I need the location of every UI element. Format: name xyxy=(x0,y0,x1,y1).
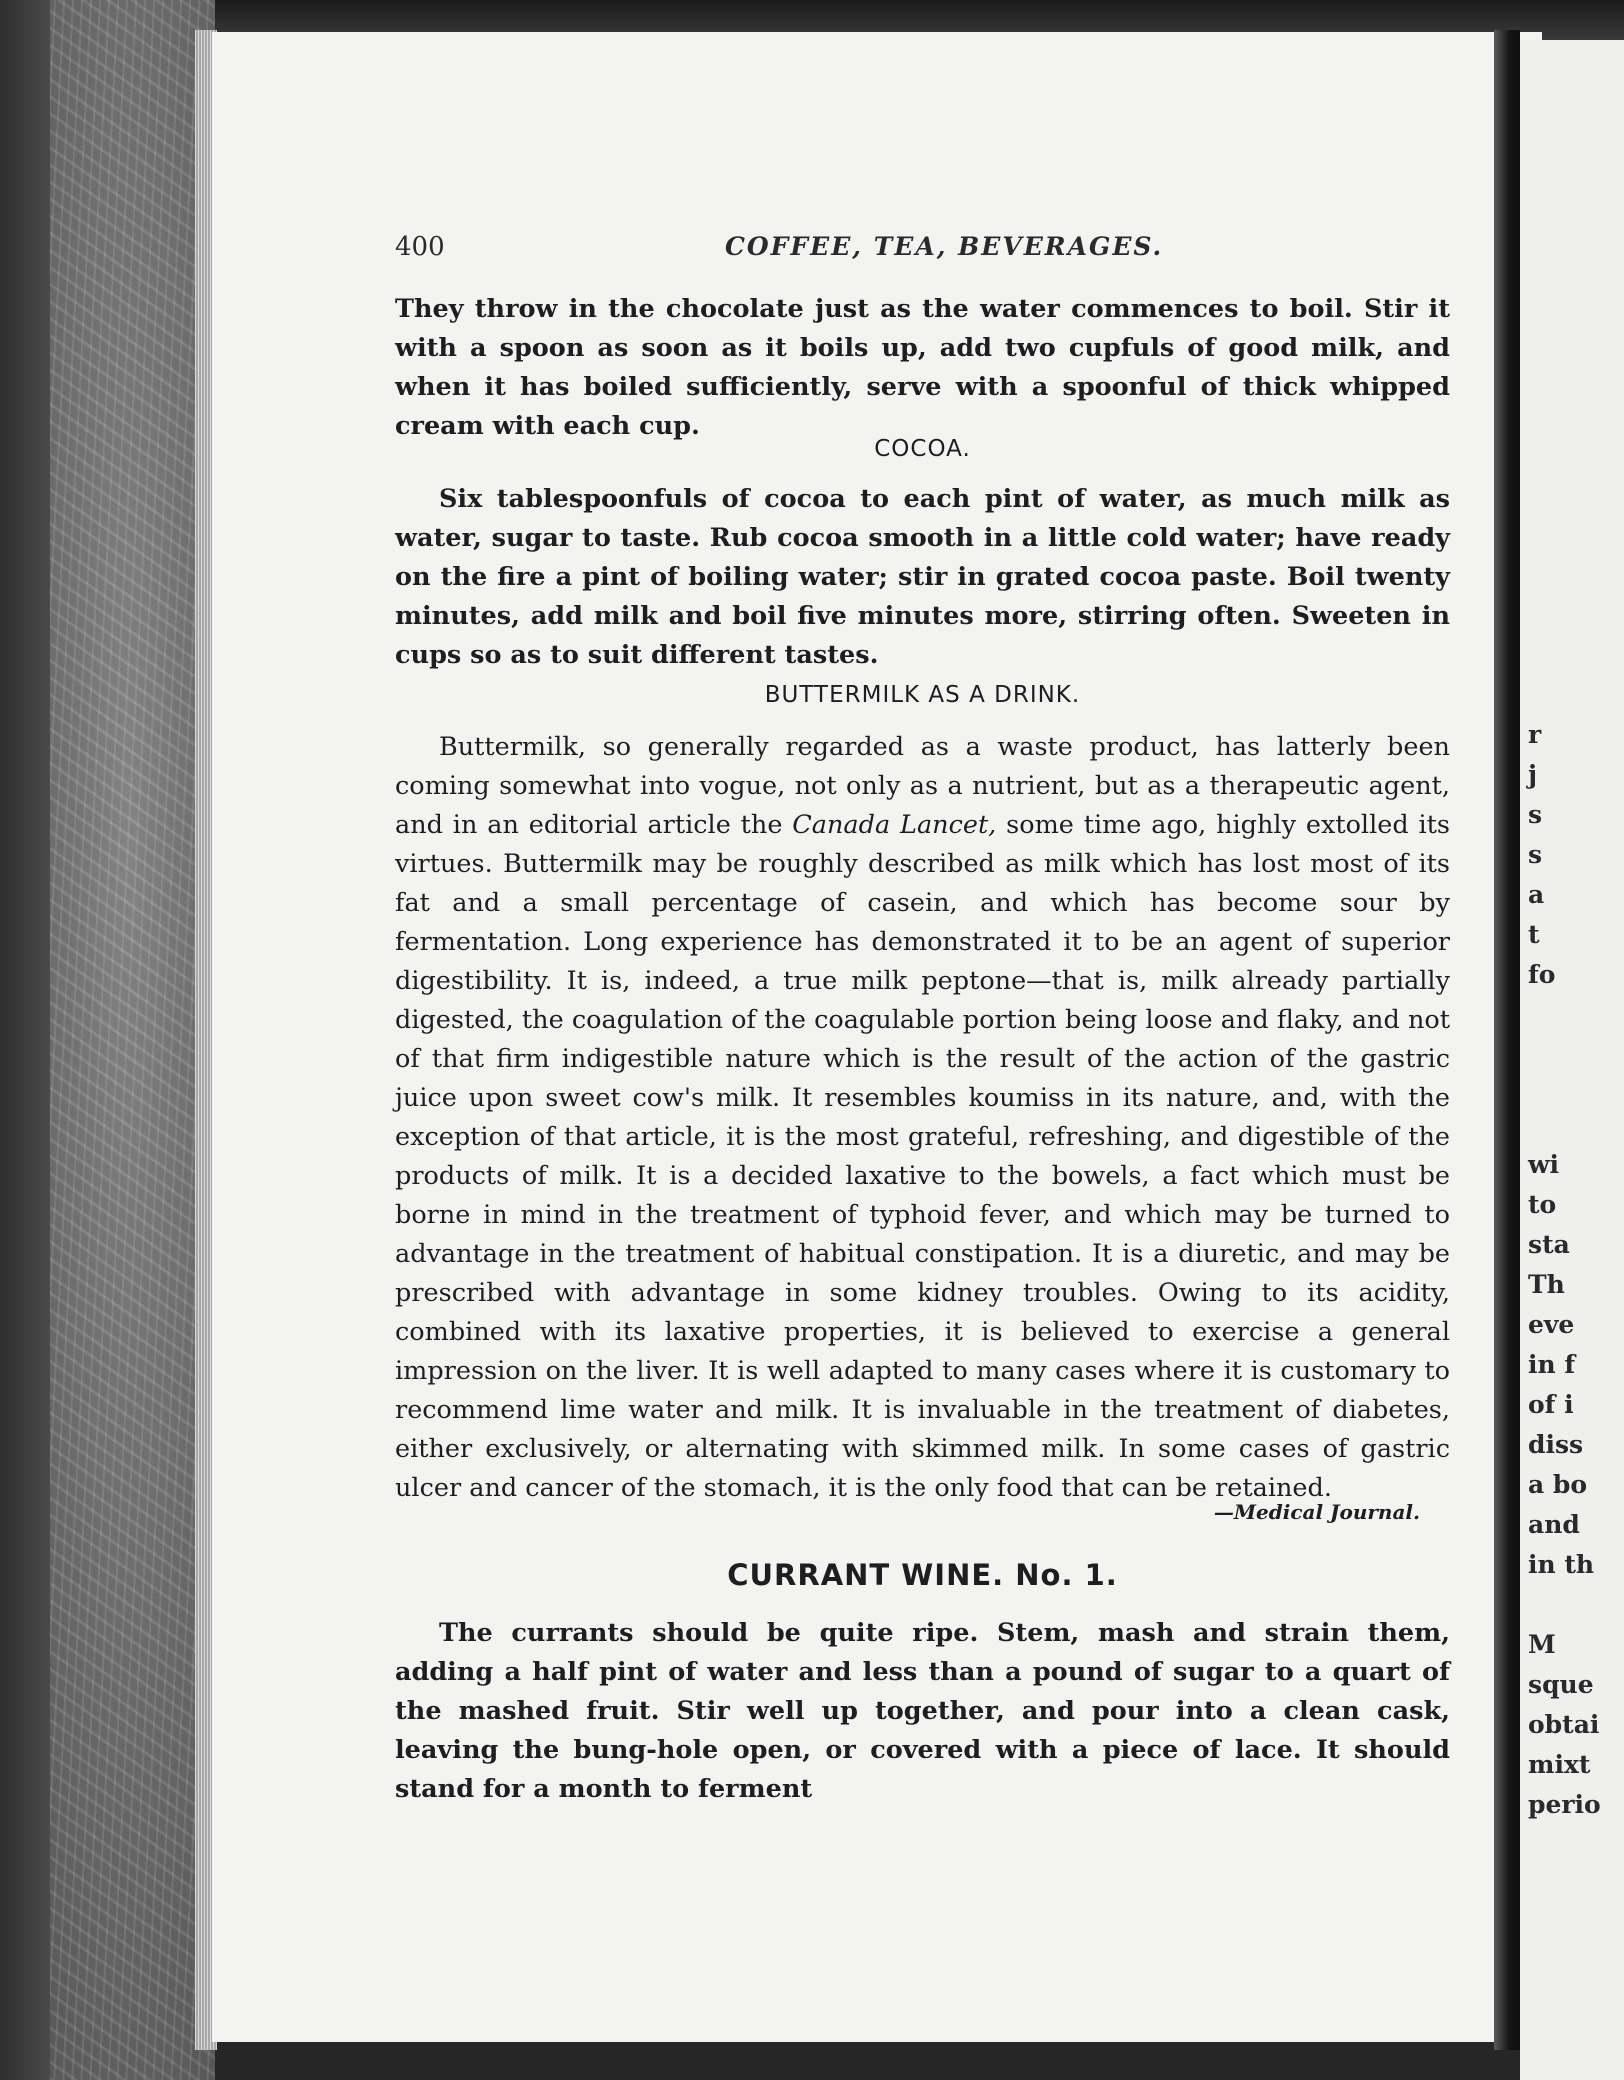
buttermilk-text-part: Buttermilk, so generally regarded as a waste product, has latterly been coming somewhat into vogue, not only as a nutrient, but as a therapeutic agent, and in an editorial article the xyxy=(395,732,1450,840)
journal-name: Canada Lancet, xyxy=(792,810,997,840)
next-page-text: eve xyxy=(1528,1310,1575,1339)
running-head xyxy=(395,232,1450,266)
book-gutter xyxy=(1494,30,1520,2050)
buttermilk-paragraph xyxy=(395,728,1450,1508)
next-page-text: in f xyxy=(1528,1350,1576,1379)
cocoa-paragraph-block xyxy=(395,480,1450,675)
next-page-text: to xyxy=(1528,1190,1557,1219)
next-page-text: Th xyxy=(1528,1270,1565,1299)
buttermilk-paragraph-block xyxy=(395,728,1450,1508)
intro-paragraph-block xyxy=(395,290,1450,446)
next-page-text: t xyxy=(1528,920,1540,949)
page-number: 400 xyxy=(395,232,445,262)
next-page-text: and xyxy=(1528,1510,1580,1539)
next-page-text: a bo xyxy=(1528,1470,1588,1499)
currant-wine-heading: CURRANT WINE. No. 1. xyxy=(727,1558,1118,1592)
next-page-text: s xyxy=(1528,840,1543,869)
book-spine-shadow xyxy=(0,0,50,2080)
currant-wine-paragraph: The currants should be quite ripe. Stem, mash and strain them, adding a half pint of water and less than a pound of sugar to a quart of the mashed fruit. Stir well up together, and pour into a clean cask, leaving the bung-hole open, or covered with a piece of lace. It should stand for a month to ferment xyxy=(395,1618,1450,1804)
next-page-text: fo xyxy=(1528,960,1556,989)
next-page-text: of i xyxy=(1528,1390,1574,1419)
next-page-text: obtai xyxy=(1528,1710,1600,1739)
next-page-text: M xyxy=(1528,1630,1556,1659)
buttermilk-text-part: some time ago, highly extolled its virtues. Buttermilk may be roughly described as milk which has lost most of its fat and a small percentage of casein, and which has become sour by fermentation. Long experience has demonstrated it to be an agent of superior digestibility. It is, indeed, a true milk peptone—that is, milk already partially digested, the coagulation of the coagulable portion being loose and flaky, and not of that firm indigestible nature which is the result of the action of the gastric juice upon sweet cow's milk. It resembles koumiss in its nature, and, with the exception of that article, it is the most grateful, refreshing, and digestible of the products of milk. It is a decided laxative to the bowels, a fact which must be borne in mind in the treatment of typhoid fever, and which may be turned to advantage in the treatment of habitual constipation. It is a diuretic, and may be prescribed with advantage in some kidney troubles. Owing to its acidity, combined with its laxative properties, it is believed to exercise a general impression on the liver. It is well adapted to many cases where it is customary to recommend lime water and milk. It is invaluable in the treatment of diabetes, either exclusively, or alternating with skimmed milk. In some cases of gastric ulcer and cancer of the stomach, it is the only food that can be retained. xyxy=(395,810,1450,1503)
next-page-text: r xyxy=(1528,720,1542,749)
next-page-text: perio xyxy=(1528,1790,1601,1819)
currant-wine-paragraph-block xyxy=(395,1614,1450,1809)
next-page-text: s xyxy=(1528,800,1543,829)
next-page-text: sque xyxy=(1528,1670,1594,1699)
cocoa-heading: COCOA. xyxy=(874,436,971,462)
intro-paragraph: They throw in the chocolate just as the water commences to boil. Stir it with a spoon as soon as it boils up, add two cupfuls of good milk, and when it has boiled sufficiently, serve with a spoonful of thick whipped cream with each cup. xyxy=(395,294,1450,441)
next-page-text: diss xyxy=(1528,1430,1584,1459)
attribution: —Medical Journal. xyxy=(1213,1500,1420,1524)
next-page-text: a xyxy=(1528,880,1545,909)
cocoa-paragraph: Six tablespoonfuls of cocoa to each pint of water, as much milk as water, sugar to taste. Rub cocoa smooth in a little cold water; have ready on the fire a pint of boiling water; stir in grated cocoa paste. Boil twenty minutes, add milk and boil five minutes more, stirring often. Sweeten in cups so as to suit different tastes. xyxy=(395,484,1450,670)
next-page-text: sta xyxy=(1528,1230,1570,1259)
next-page-text: j xyxy=(1528,760,1538,789)
next-page-text: mixt xyxy=(1528,1750,1591,1779)
running-title: COFFEE, TEA, BEVERAGES. xyxy=(725,232,1164,261)
buttermilk-heading: BUTTERMILK AS A DRINK. xyxy=(764,682,1081,708)
next-page-text: in th xyxy=(1528,1550,1595,1579)
next-page-fragment xyxy=(1520,40,1624,2080)
next-page-text: wi xyxy=(1528,1150,1560,1179)
